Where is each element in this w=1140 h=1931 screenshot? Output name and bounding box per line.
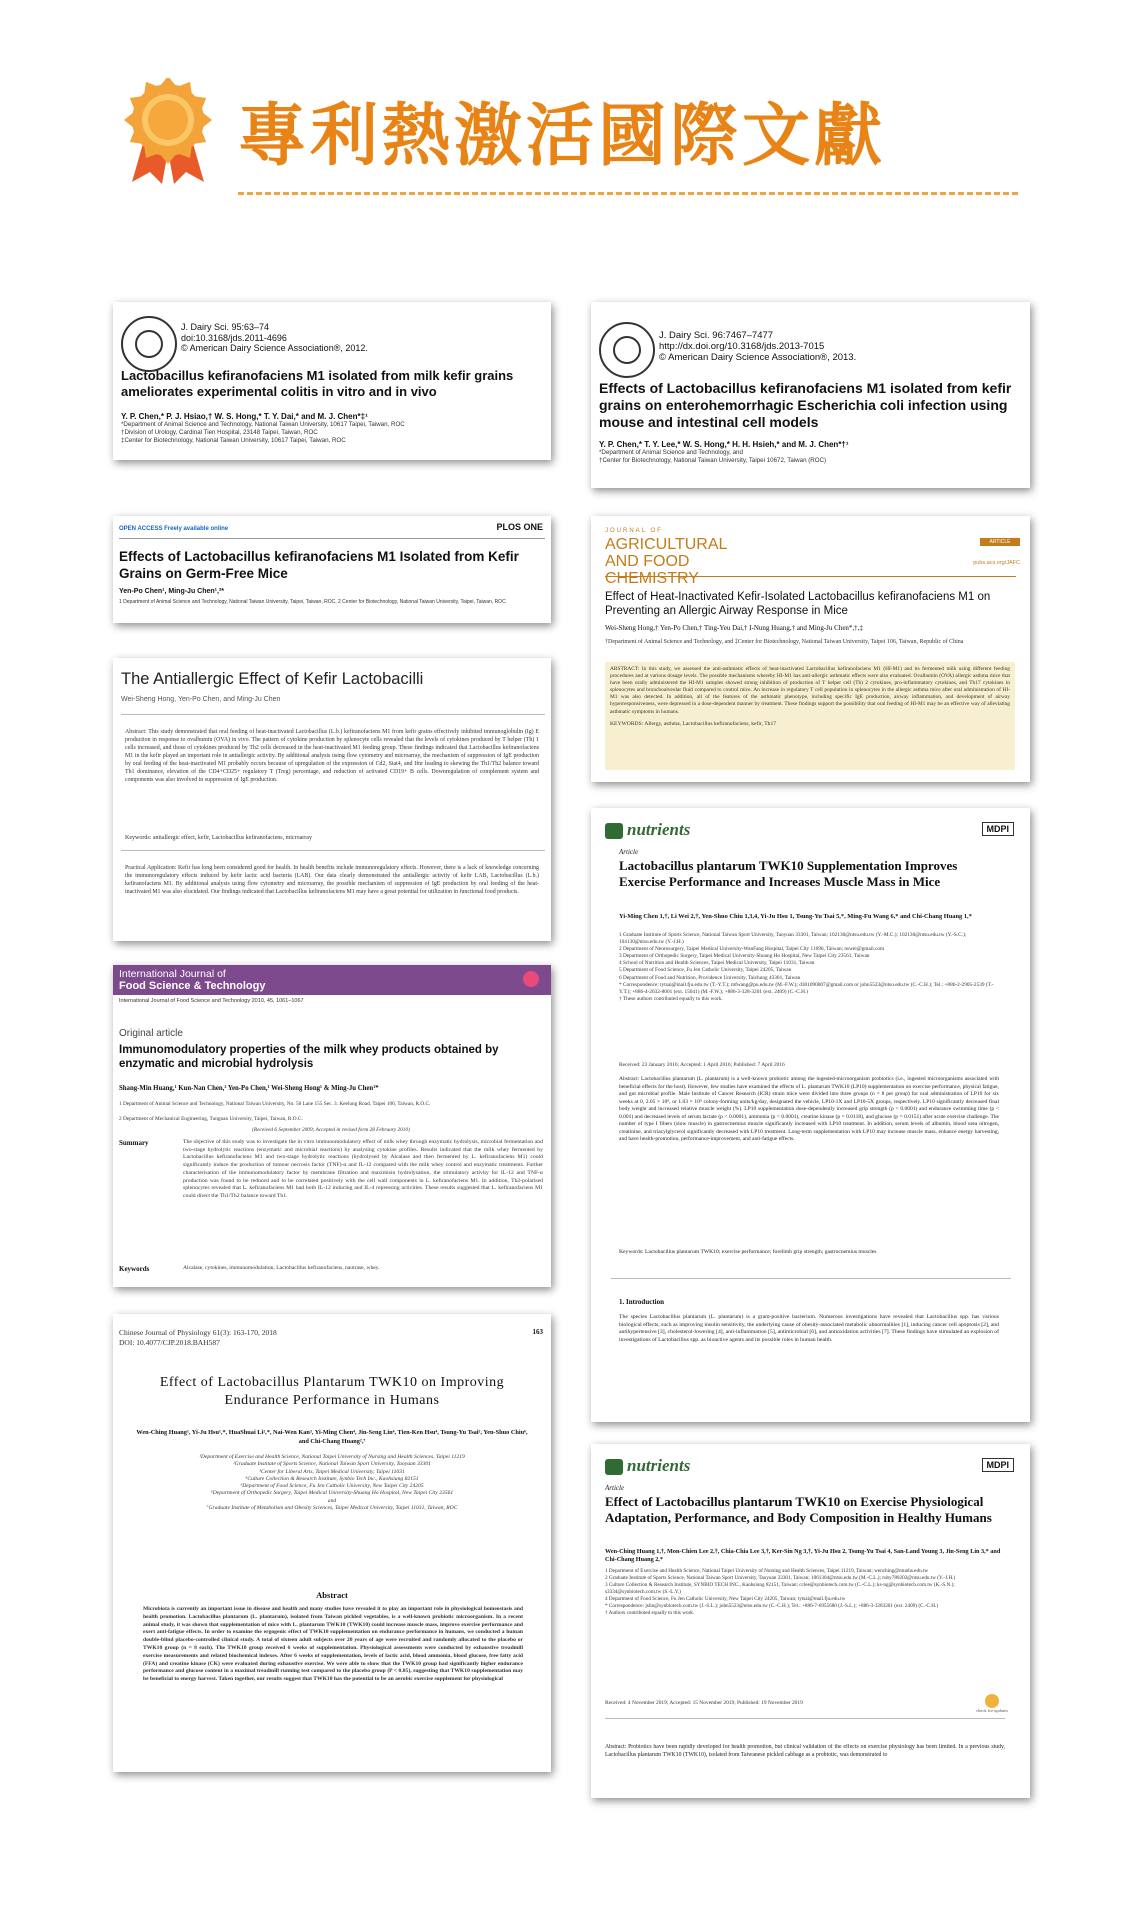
correspondence: * Correspondence: jslin@synbiotech.com.tw (J.-S.L.); john5523@ntsu.edu.tw (C.-C.H.); Tel.: +886-7-6955680 (J.-S.L.); +886-3-3283201 (ext. 2409) (C.-C.H.) xyxy=(605,1603,939,1609)
affiliation: 3 Department of Orthopedic Surgery, Taipei Medical University-Shuang Ho Hospital, New Taipei City 23561, Taiwan xyxy=(619,953,870,960)
keywords: KEYWORDS: Allergy, asthma, Lactobacillus kefiranofaciens, kefir, Th17 xyxy=(610,720,777,727)
affiliation: †Division of Urology, Cardinal Tien Hospital, 23148 Taipei, Taiwan, ROC xyxy=(121,429,318,436)
ads-association-logo xyxy=(121,316,177,372)
paper-title: Lactobacillus plantarum TWK10 Supplementation Improves Exercise Performance and Increases Muscle Mass in Mice xyxy=(619,858,958,889)
globe-icon xyxy=(135,330,163,358)
paper-title: Effects of Lactobacillus kefiranofaciens M1 isolated from kefir grains on enterohemorrhagic Escherichia coli infection using mouse and intestinal cell models xyxy=(599,380,1012,430)
journal-url: pubs.acs.org/JAFC xyxy=(973,560,1020,566)
paper-title: Lactobacillus kefiranofaciens M1 isolated from milk kefir grains ameliorates experimental colitis in vitro and in vivo xyxy=(121,368,514,399)
title-divider xyxy=(238,192,1018,195)
nutrients-leaf-icon xyxy=(605,1459,623,1475)
affiliation: 1 Department of Animal Science and Technology, National Taiwan University, No. 50 Lane 155 Sec. 3. Keelung Road, Taipei 106, Taiwan, R.O.C. xyxy=(119,1101,431,1107)
correspondence: * Correspondence: tytsai@mail.fju.edu.tw (T.-Y.T.); mfwang@pu.edu.tw (M.-F.W.); d301090007@gmail.com or john5523@ntsu.edu.tw (C.-C.H.); Tel.: +886-2-2905-2539 (T.-Y.T.); +886-4-2632-8001 (ext. 15041) (M.-F.W.); +886-3-328-3201 (ext. 2409) (C.-C.H.) xyxy=(619,981,994,995)
ads-association-logo xyxy=(599,322,655,378)
paper-card-nutrients-2019[interactable] xyxy=(591,1444,1030,1798)
received-dates: (Received 6 September 2009; Accepted in revised form 28 February 2010) xyxy=(252,1127,410,1133)
affiliation: 6 Department of Food and Nutrition, Providence University, Taichung 43301, Taiwan xyxy=(619,974,801,981)
journal-label-small: JOURNAL OF xyxy=(605,528,663,534)
affiliation: 2 Graduate Institute of Sports Science, National Taiwan Sport University, Taoyuan 33301, Taiwan; 1061304@ntsu.edu.tw (M.-C.L.); ruby780202@ntsu.edu.tw (Y.-J.H.) xyxy=(605,1575,956,1581)
check-updates-icon xyxy=(985,1694,999,1708)
article-tag: ARTICLE xyxy=(980,538,1020,546)
authors: Yi-Ming Chen 1,†, Li Wei 2,†, Yen-Shuo Chiu 1,3,4, Yi-Ju Hsu 1, Tsung-Yu Tsai 5,*, Ming-Fu Wang 6,* and Chi-Chang Huang 1,* xyxy=(619,913,972,920)
equal-contribution-note: † Authors contributed equally to this work. xyxy=(605,1610,695,1616)
globe-icon xyxy=(613,336,641,364)
paper-card-nutrients-2016[interactable] xyxy=(591,808,1030,1422)
affiliation: †Center for Biotechnology, National Taiwan University, Taipei 10672, Taiwan (ROC) xyxy=(599,457,827,464)
authors: Shang-Min Huang,¹ Kun-Nan Chen,² Yen-Po Chen,¹ Wei-Sheng Hong¹ & Ming-Ju Chen¹* xyxy=(119,1085,379,1092)
authors: Wei-Sheng Hong,† Yen-Po Chen,† Ting-Yeu Dai,† I-Nung Huang,† and Ming-Ju Chen*,†,‡ xyxy=(605,624,863,632)
open-access-label: OPEN ACCESS Freely available online xyxy=(119,526,229,532)
affiliation: ²Graduate Institute of Sports Science, National Taiwan Sport University, Taoyuan 33301 xyxy=(233,1461,431,1468)
check-for-updates-badge[interactable] xyxy=(974,1694,1010,1713)
affiliation: *Department of Animal Science and Technology, National Taiwan University, 10617 Taipei, Taiwan, ROC xyxy=(121,421,405,428)
affiliation-conjunction: and xyxy=(327,1497,337,1504)
affiliation: 1 Graduate Institute of Sports Science, National Taiwan Sport University, Taoyuan 33301, Taiwan; 102130@ntsu.edu.tw (Y.-M.C.); 102130@ntsu.edu.tw (Y.-S.C.); 104130@ntsu.edu.tw (Y.-J.H.) xyxy=(619,932,967,946)
intro-heading: 1. Introduction xyxy=(619,1298,664,1306)
award-medal-icon xyxy=(118,78,218,188)
affiliation: ⁷Graduate Institute of Metabolism and Obesity Sciences, Taipei Medical University, Taipei 11031, Taiwan, ROC xyxy=(206,1505,458,1512)
doi: doi:10.3168/jds.2011-4696 xyxy=(181,332,287,343)
authors: Y. P. Chen,* T. Y. Lee,* W. S. Hong,* H. H. Hsieh,* and M. J. Chen*†¹ xyxy=(599,440,849,449)
nutrients-logo xyxy=(605,820,690,840)
abstract-box xyxy=(605,662,1015,770)
header-rule xyxy=(605,576,1016,577)
summary-label: Summary xyxy=(119,1139,149,1147)
paper-card-ijfst[interactable] xyxy=(113,965,551,1287)
journal-name-line1: International Journal of xyxy=(119,968,226,980)
article-type: Article xyxy=(619,848,639,856)
affiliations xyxy=(133,1454,531,1512)
paper-card-antiallergic[interactable] xyxy=(113,658,551,941)
journal-logo-text: nutrients xyxy=(627,1456,691,1475)
journal-banner xyxy=(113,965,551,995)
rule xyxy=(121,714,545,715)
affiliation: ¹Department of Exercise and Health Science, National Taipei University of Nursing and Health Sciences, Taipei 11219 xyxy=(199,1454,465,1460)
keywords: Alcalase, cytokines, immunomodulation, Lactobacillus kefiranofaciens, nautrase, whey. xyxy=(183,1265,380,1271)
article-type: Original article xyxy=(119,1028,183,1039)
nutrients-leaf-icon xyxy=(605,823,623,839)
check-updates-label: check for updates xyxy=(976,1708,1008,1713)
journal-citation: J. Dairy Sci. 95:63–74 xyxy=(181,322,270,332)
mdpi-logo: MDPI xyxy=(982,1458,1015,1472)
journal-logo: AGRICULTURAL AND FOOD CHEMISTRY xyxy=(605,536,727,587)
paper-title: Effect of Lactobacillus plantarum TWK10 on Exercise Physiological Adaptation, Performance, and Body Composition in Healthy Humans xyxy=(605,1494,992,1525)
received-dates: Received: 23 January 2016; Accepted: 1 April 2016; Published: 7 April 2016 xyxy=(619,1062,785,1068)
journal-ref: International Journal of Food Science and Technology 2010, 45, 1061–1067 xyxy=(119,998,304,1004)
received-dates: Received: 4 November 2019; Accepted: 15 November 2019; Published: 19 November 2019 xyxy=(605,1700,803,1706)
authors: Wen-Ching Huang¹, Yi-Ju Hsu¹,*, HuaShuai Li²,*, Nai-Wen Kan³, Yi-Ming Chen⁴, Jin-Seng Lin⁴, Tien-Ken Hsu⁴, Tsung-Yu Tsai⁵, Yen-Shuo Chiu⁶, and Chi-Chang Huang²,⁷ xyxy=(136,1429,528,1445)
abstract-text: Microbiota is currently an important issue in disease and health and many studies have revealed it to play an important role in physiological homeostasis and health promotion. Lactobacillus plantarum (L. plantarum), isolated from Taiwan pickled vegetables, is a well-known probiotic microorganism. In a recent animal study, it was shown that supplementation of mice with L. plantarum TWK10 (TWK10) could increase muscle mass, improve exercise performance and exert anti-fatigue effects. In order to examine the ergogenic effect of TWK10 supplementation on endurance performance in humans, we conducted a human double-blind placebo-controlled clinical study. A total of sixteen adult subjects over 20 years of age were recruited and randomly allocated to the placebo or TWK10 group (n = 8 each). The TWK10 group received 6 weeks of supplementation. Physiological assessments were conducted by exhaustive treadmill exercise measurements and related biochemical indexes. After 6 weeks of supplementation, levels of lactic acid, blood ammonia, blood glucose, free fatty acid (FFA) and creatine kinase (CK) were evaluated during exhaustive exercise. We were able to show that the TWK10 group had significantly higher endurance performance and glucose content in a maximal treadmill running test compared to the placebo group (P < 0.05), suggesting that TWK10 supplementation may be beneficial to energy harvest. Taken together, our results suggest that TWK10 has the potential to be an aerobic exercise supplement for physiological xyxy=(143,1606,523,1683)
doi: http://dx.doi.org/10.3168/jds.2013-7015 xyxy=(659,341,825,352)
equal-contribution-note: † These authors contributed equally to this work. xyxy=(619,995,723,1002)
rule xyxy=(611,1278,1011,1279)
paper-card-jds-2012[interactable] xyxy=(113,302,551,460)
keywords: Keywords: Lactobacillus plantarum TWK10; exercise performance; forelimb grip strength; gastrocnemius muscles xyxy=(619,1249,877,1255)
nutrients-logo xyxy=(605,1456,690,1476)
authors: Wei-Sheng Hong, Yen-Po Chen, and Ming-Ju Chen xyxy=(121,696,281,703)
affiliation: †Department of Animal Science and Technology, and ‡Center for Biotechnology, National Taiwan University, Taipei 106, Taiwan, Republic of China xyxy=(605,639,964,645)
affiliation: ⁵Department of Food Science, Fu Jen Catholic University, New Taipei City 24205 xyxy=(240,1483,424,1490)
rule xyxy=(121,850,545,851)
header-rule xyxy=(119,538,545,539)
plos-one-logo: PLOS ONE xyxy=(496,522,543,532)
journal-citation: Chinese Journal of Physiology 61(3): 163-170, 2018 xyxy=(119,1328,277,1337)
paper-title: Effects of Lactobacillus kefiranofaciens M1 Isolated from Kefir Grains on Germ-Free Mice xyxy=(119,549,519,581)
page-title: 專利熱激活國際文獻 xyxy=(238,97,887,176)
paper-card-plos-one[interactable] xyxy=(113,516,551,623)
affiliation: 2 Department of Neurosurgery, Taipei Medical University-WanFang Hospital, Taipei City 11696, Taiwan; nswei@gmail.com xyxy=(619,946,885,953)
summary-text: The objective of this study was to investigate the in vitro immunomodulatory effect of milk whey through enzymatic hydrolysis, microbial fermentation and two-stage hydrolytic reactions (enzymatic and microbial reactions) by analysing cytokine profiles. Results indicated that the milk whey fermented by Lactobacillus kefiranofaciens M1 and two-stage hydrolytic reactions (hydrolysed by Alcalase and then fermented by L. kefiranofaciens M1) could significantly induce the production of tumour necrosis factor (TNF)-α and IL-12 compared with the milk whey control and enzymatic treatments. Further characterisation of the immunomodulatory factor by membrane filtration and maximisin hydrolysation, the stimulatory activity for IL-12 and TNF-α production was found to be reduced and to be correlated positively with the cell wall components in L. kefiranofaciens M1. In addition, Th2-polarised splenocytes revealed that L. kefiranofaciens M1 had both IL-12 inducing and IL-4 repressing activities. These results suggested that L. kefiranofaciens M1 could direct the Th1/Th2 balance toward Th1. xyxy=(183,1139,543,1199)
paper-card-jafc[interactable] xyxy=(591,516,1030,782)
ifst-logo-icon xyxy=(523,971,539,987)
affiliation: ⁶Department of Orthopedic Surgery, Taipei Medical University-Shuang Ho Hospital, New Taipei City 23561 xyxy=(210,1490,454,1497)
affiliation: 1 Department of Exercise and Health Science, National Taipei University of Nursing and Health Sciences, Taipei 11219, Taiwan; wenching@ntunhs.edu.tw xyxy=(605,1568,929,1574)
paper-card-cjp-2018[interactable] xyxy=(113,1314,551,1772)
journal-citation: J. Dairy Sci. 96:7467–7477 xyxy=(659,330,774,341)
rule xyxy=(605,1718,1005,1719)
abstract-text: Abstract: Lactobacillus plantarum (L. plantarum) is a well-known probiotic among the ingested-microorganism probiotics (i.e., ingested microorganisms associated with beneficial effects for the host). However, few studies have examined the effects of L. plantarum TWK10 (LP10) supplementation on exercise performance, physical fatigue, and gut microbial profile. Male Institute of Cancer Research (ICR) strain mice were divided into three groups (n = 8 per group) for oral administration of LP10 for six weeks at 0, 2.05 × 10⁸, or 1.03 × 10⁹ colony-forming units/kg/day, designated the vehicle, LP10-1X and LP10-5X groups, respectively. LP10 significantly decreased final body weight and increased relative muscle weight (%). LP10 supplementation dose-dependently increased grip strength (p < 0.0001) and endurance swimming time (p < 0.001) and decreased levels of serum lactate (p < 0.0001), ammonia (p < 0.0001), creatine kinase (p = 0.0118), and glucose (p = 0.0151) after acute exercise challenge. The number of type I fibers (slow muscle) in gastrocnemius muscle significantly increased with LP10 treatment. In addition, serum levels of albumin, blood urea nitrogen, creatinine, and triacylglycerol significantly decreased with LP10 treatment. Long-term supplementation with LP10 may increase muscle mass, enhance energy harvesting, and have health-promotion, performance-improvement, and anti-fatigue effects. xyxy=(619,1076,999,1142)
paper-card-jds-2013[interactable] xyxy=(591,302,1030,488)
paper-title: Immunomodulatory properties of the milk whey products obtained by enzymatic and microbial hydrolysis xyxy=(119,1044,499,1070)
affiliations xyxy=(605,1568,1005,1617)
practical-application: Practical Application: Kefir has long been considered good for health. In health benefits include immunoregulatory effects. However, there is a lack of knowledge concerning the immunoregulatory effects induced by kefir lactic acid bacteria (LAB). Our data clearly demonstrated the antiallergic activity of kefir LAB, Lactobacillus (L.b.) kefiranofaciens M1. By additional analysis using flow cytometry and microarray, the possible mechanism of suppression of IgE production by oral feeding of the heat-inactivated M1 was also elucidated. Our findings indicated that Lactobacillus kefiranofaciens M1 may have a great potential for utilization in functional food products. xyxy=(125,865,539,895)
authors: Wen-Ching Huang 1,†, Mon-Chien Lee 2,†, Chia-Chia Lee 3,†, Ker-Sin Ng 3,†, Yi-Ju Hsu 2, Tsung-Yu Tsai 4, San-Land Young 3, Jin-Seng Lin 3,* and Chi-Chang Huang 2,* xyxy=(605,1548,1001,1564)
affiliation: 4 School of Nutrition and Health Sciences, Taipei Medical University, Taipei 11031, Taiwan xyxy=(619,960,815,967)
abstract-text: Abstract: Probiotics have been rapidly developed for health promotion, but clinical validation of the effects on exercise physiology has been limited. In a previous study, Lactobacillus plantarum TWK10 (TWK10), isolated from Taiwanese pickled cabbage as a probiotic, was demonstrated to xyxy=(605,1744,1005,1758)
affiliation: *Department of Animal Science and Technology, and xyxy=(599,449,743,456)
abstract-text: ABSTRACT: In this study, we assessed the anti-asthmatic effects of heat-inactivated Lactobacillus kefiranofaciens M1 (HI-M1) and its fermented milk using different feeding procedures and at various dosage levels. The possible mechanisms whereby HI-M1 has anti-allergic asthmatic effects were also evaluated. Ovalbumin (OVA) allergic asthma mice that have been orally administered the HI-M1 samples showed strong inhibition of production of T helper cell (Th) 2 cytokines, pro-inflammatory cytokines, and Th17 cytokines in splenocytes and bronchoalveolar fluid compared to control mice. An increase in regulatory T cell population in splenocytes in the allergic asthma mice after oral administration of HI-M1 was also detected. In addition, all of the features of the asthmatic phenotype, including specific IgE production, airway inflammation, and development of airway hyperresponsiveness, were depressed in a dose-dependent manner by treatment. These findings support the possibility that oral feeding of HI-M1 may be an effective way of alleviating asthmatic symptoms in humans. xyxy=(610,666,1010,715)
abstract-text: Abstract: This study demonstrated that oral feeding of heat-inactivated Lactobacillus (L.b.) kefiranofaciens M1 from kefir grains effectively inhibited immunoglobulin (Ig) E production in response to ovalbumin (OVA) in vivo. The pattern of cytokine production by splenocyte cells revealed that the levels of cytokines produced by T helper (Th) 1 cells increased, and those of cytokines produced by Th2 cells decreased in the heat-inactivated M1 feeding group. These findings indicated that Lactobacillus kefiranofaciens M1 in the kefir played an important role in antiallergic activity. By additional analysis using flow cytometry and microarray, the mechanism of suppression of IgE production by oral feeding of the heat-inactivated M1 probably occurs because of upregulation of the expression of Cd2, Stat4, and Ifnr leading to skewing the Th1/Th2 balance toward Th1 dominance, elevation of the CD4+CD25+ regulatory T (Treg) percentage, and reduction of activated CD19+ B cells. Downregulation of complement system and components was also involved in suppression of IgE production. xyxy=(125,729,539,783)
copyright: © American Dairy Science Association®, 2012. xyxy=(181,343,368,353)
authors: Yen-Po Chen¹, Ming-Ju Chen¹,²* xyxy=(119,588,224,595)
paper-title: Effect of Lactobacillus Plantarum TWK10 on Improving Endurance Performance in Humans xyxy=(159,1375,505,1408)
journal-name-line2: Food Science & Technology xyxy=(119,980,266,992)
keywords-label: Keywords xyxy=(119,1265,150,1273)
affiliation: 1 Department of Animal Science and Technology, National Taiwan University, Taipei, Taiwan, ROC, 2 Center for Biotechnology, National Taiwan University, Taipei, Taiwan, ROC xyxy=(119,599,506,605)
doi: DOI: 10.4077/CJP.2018.BAH587 xyxy=(119,1337,220,1347)
affiliation: 3 Culture Collection & Research Institute, SYNBIO TECH INC., Kaohsiung 82151, Taiwan; cclee@synbiotech.com.tw (C.-C.L.); ks-ng@synbiotech.com.tw (K.-S.N.); s3334@synbiotech.com.tw (S.-L.Y.) xyxy=(605,1582,955,1595)
paper-title: Effect of Heat-Inactivated Kefir-Isolated Lactobacillus kefiranofaciens M1 on Preventing an Allergic Airway Response in Mice xyxy=(605,591,991,617)
authors: Y. P. Chen,* P. J. Hsiao,† W. S. Hong,* T. Y. Dai,* and M. J. Chen*‡¹ xyxy=(121,412,368,421)
article-type: Article xyxy=(605,1484,625,1492)
abstract-heading: Abstract xyxy=(316,1590,348,1600)
keywords: Keywords: antiallergic effect, kefir, Lactobacillus kefiranofaciens, microarray xyxy=(125,835,312,841)
affiliation: 5 Department of Food Science, Fu Jen Catholic University, Taipei 24205, Taiwan xyxy=(619,967,792,974)
mdpi-logo: MDPI xyxy=(982,822,1015,836)
journal-logo-text: nutrients xyxy=(627,820,691,839)
affiliation: ³Center for Liberal Arts, Taipei Medical University, Taipei 11031 xyxy=(259,1468,405,1475)
header xyxy=(0,0,1140,220)
affiliation: 4 Department of Food Science, Fu Jen Catholic University, New Taipei City 24205, Taiwan; tytsai@mail.fju.edu.tw xyxy=(605,1596,846,1602)
affiliation: ‡Center for Biotechnology, National Taiwan University, 10617 Taipei, Taiwan, ROC xyxy=(121,437,346,444)
paper-title: The Antiallergic Effect of Kefir Lactobacilli xyxy=(121,670,424,688)
copyright: © American Dairy Science Association®, 2013. xyxy=(659,352,857,363)
affiliation: 2 Department of Mechanical Engineering, Tungnan University, Taipei, Taiwan, R.O.C. xyxy=(119,1116,303,1122)
affiliation: ⁴Culture Collection & Research Institute, Synbio Tech Inc., Kaohsiung 82151 xyxy=(245,1475,419,1482)
affiliations xyxy=(619,932,999,1003)
page-number: 163 xyxy=(532,1328,543,1336)
intro-text: The species Lactobacillus plantarum (L. plantarum) is a gram-positive bacterium. Numerous investigations have revealed that Lactobacillus spp. has various biological effects, such as improving insulin sensitivity, the underlying cause of obesity-associated metabolic abnormalities [1], inducing cancer cell apoptosis [2], and antihypertensive [3], cholesterol-lowering [4], anti-inflammation [5], antimicrobial [6], and antioxidation activities [7]. These findings have stimulated an explosion of investigations of Lactobacillus spp. as bioactive agents and its possible roles in human health. xyxy=(619,1314,999,1344)
